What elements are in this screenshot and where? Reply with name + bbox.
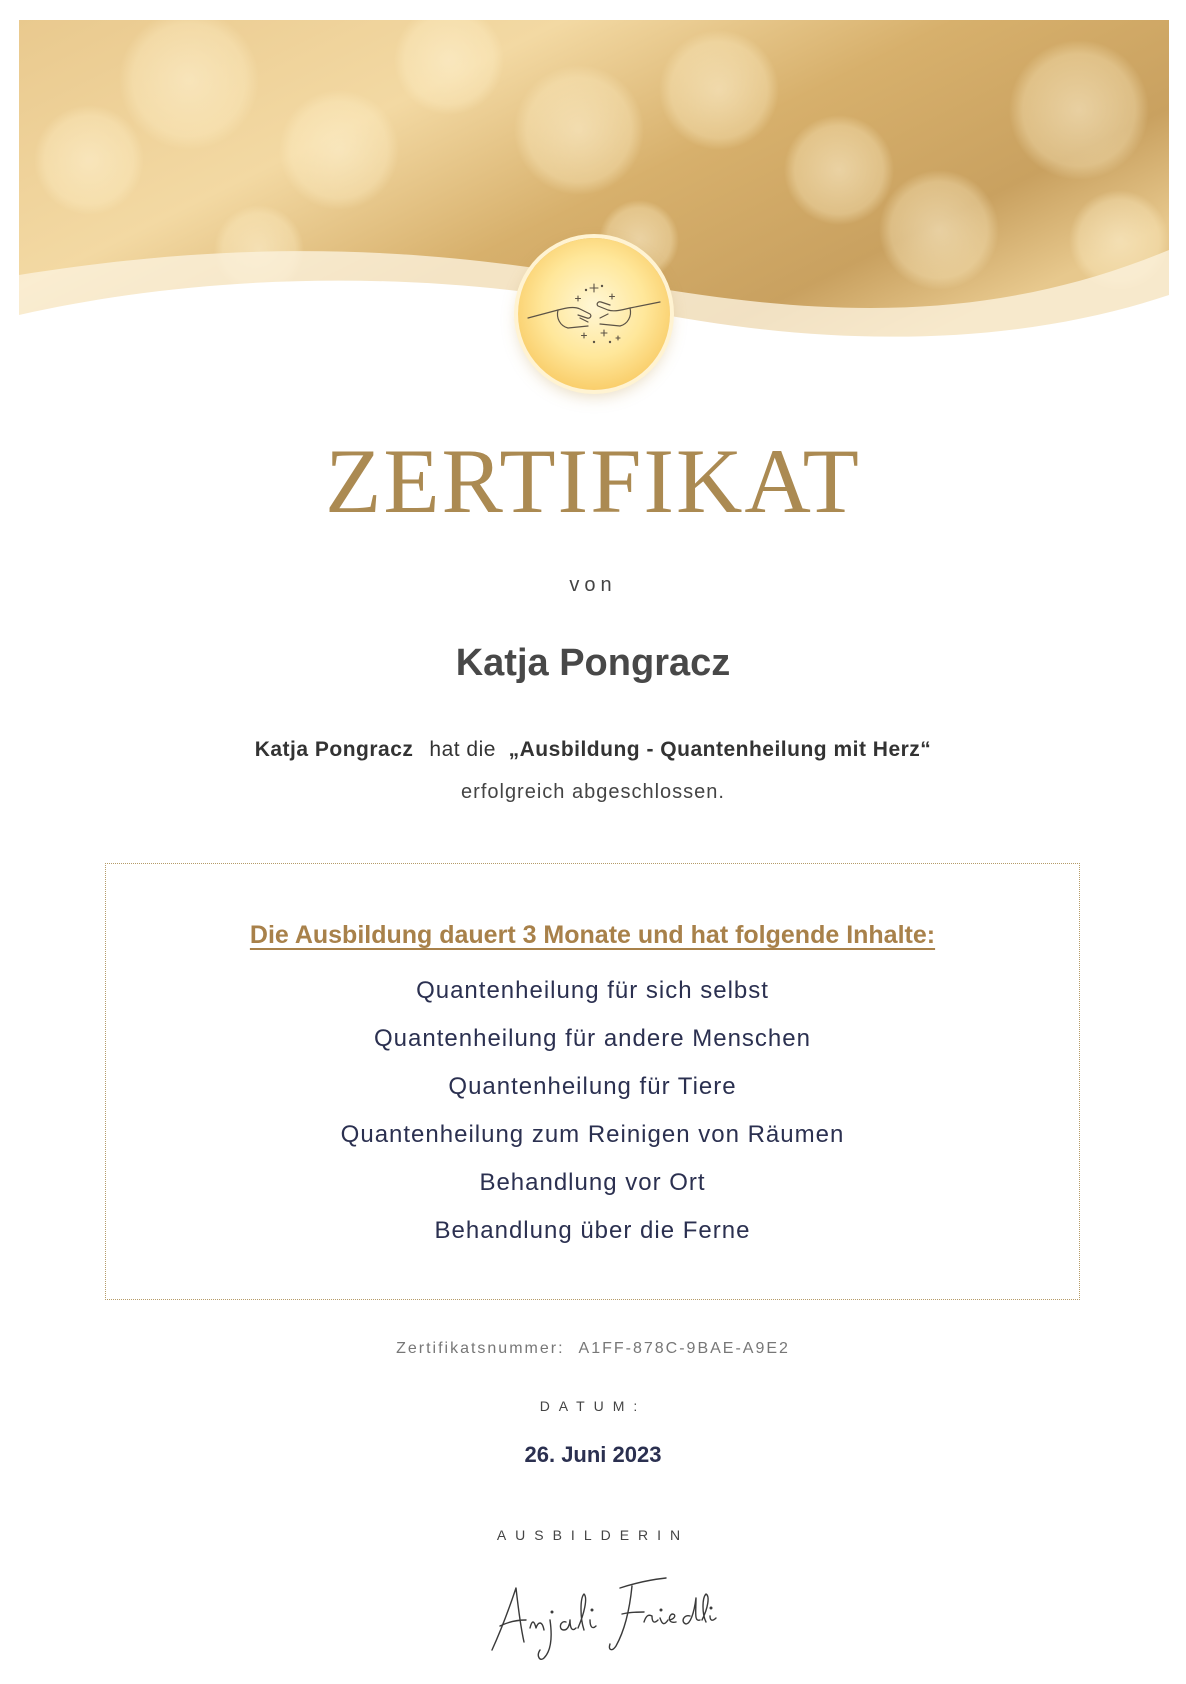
- list-item: Quantenheilung für Tiere: [448, 1073, 737, 1100]
- handwritten-signature: [480, 1558, 720, 1663]
- course-content-heading: Die Ausbildung dauert 3 Monate und hat folgende Inhalte:: [249, 921, 936, 949]
- sentence-recipient-name: Katja Pongracz: [254, 738, 414, 761]
- recipient-name: Katja Pongracz: [455, 642, 731, 684]
- von-label: von: [569, 574, 617, 596]
- list-item: Quantenheilung für sich selbst: [416, 977, 769, 1004]
- certificate-number-label: Zertifikatsnummer:: [396, 1340, 565, 1357]
- list-item: Behandlung vor Ort: [479, 1169, 706, 1196]
- certificate-title: ZERTIFIKAT: [325, 430, 861, 532]
- certificate-number: A1FF-878C-9BAE-A9E2: [578, 1340, 790, 1357]
- date-label: DATUM:: [539, 1398, 647, 1414]
- list-item: Behandlung über die Ferne: [434, 1217, 751, 1244]
- certificate-number-row: [0, 1340, 1186, 1358]
- certificate-date: 26. Juni 2023: [524, 1442, 662, 1467]
- completion-sentence-end: erfolgreich abgeschlossen.: [461, 781, 725, 803]
- reaching-hands-icon: [518, 238, 670, 390]
- sentence-middle: hat die: [429, 738, 496, 761]
- list-item: Quantenheilung für andere Menschen: [374, 1025, 811, 1052]
- list-item: Quantenheilung zum Reinigen von Räumen: [340, 1121, 845, 1148]
- course-content-box: [105, 863, 1080, 1300]
- course-content-list: [106, 967, 1079, 1255]
- course-title: „Ausbildung - Quantenheilung mit Herz“: [508, 738, 932, 761]
- completion-sentence: [0, 738, 1186, 762]
- trainer-label: AUSBILDERIN: [496, 1527, 690, 1543]
